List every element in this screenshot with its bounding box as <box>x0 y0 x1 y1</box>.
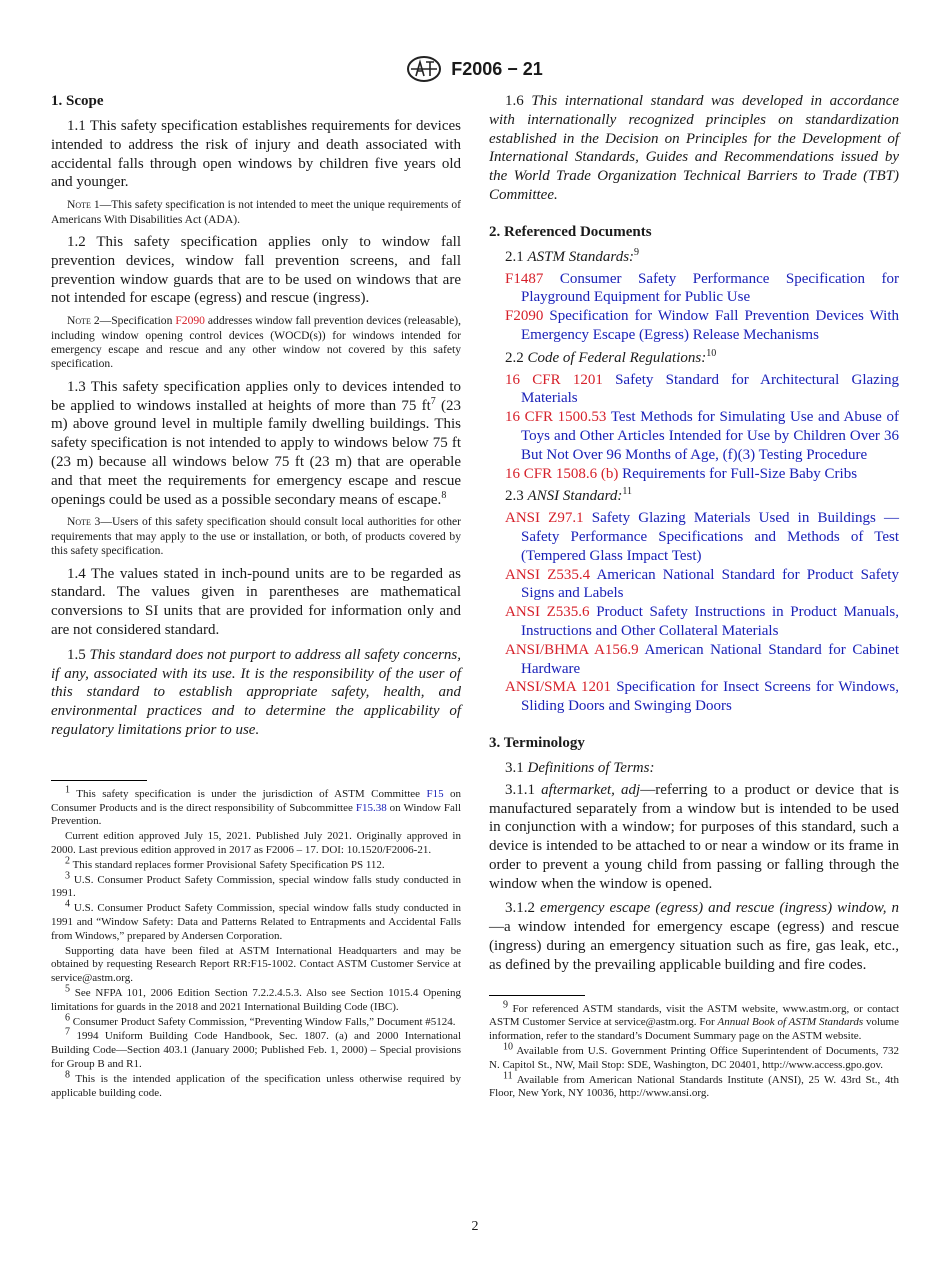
left-column <box>51 92 461 1101</box>
document-code-link[interactable]: ANSI/SMA 1201 <box>505 679 612 696</box>
cfr-label: 2.2 Code of Federal Regulations:$^{10}$ <box>505 347 717 366</box>
f15-link[interactable]: F15 <box>426 787 444 800</box>
document-title-link[interactable]: American National Standard for Cabinet Hardware <box>521 641 899 677</box>
footnote-10: $^{10}$ Available from U.S. Government Printing Office Superintendent of Documents, 732 N. Capitol St., NW, Mail Stop: SDE, Washington, DC 20401, http://www.access.gpo.gov. <box>489 1041 899 1071</box>
footnote-1: $^1$ This safety specification is under the jurisdiction of ASTM Committee F15 on Consumer Products and is the direct responsibility of Subcommittee F15.38 on Window Fall Prevention. <box>51 784 462 828</box>
astm-logo-icon <box>407 56 441 82</box>
paragraph-1-1: 1.1 This safety specification establishes requirements for devices intended to address the risk of injury and death associated with accidental falls through open windows by children five years old and younger. <box>51 118 461 191</box>
document-code-link[interactable]: 16 CFR 1508.6 (b) <box>505 465 619 482</box>
document-title-link[interactable]: Test Methods for Simulating Use and Abuse of Toys and Other Articles Intended for Use by Children Over 36 But Not Over 96 Months of Age, (f)(3) Testing Procedure <box>521 409 899 463</box>
page-header <box>0 56 950 86</box>
referenced-document-item <box>489 371 899 409</box>
document-title-link[interactable]: Specification for Window Fall Prevention Devices With Emergency Escape (Egress) Release Mechanisms <box>521 308 900 343</box>
term-aftermarket: 3.1.1 aftermarket, adj—referring to a product or device that is manufactured separately from a window but is intended to be used in conjunction with a window; for purposes of this standard, such a device is intended to be attached to or near a window or its frame in order to prevent a young child from passing or falling through the window when the window is opened. <box>489 781 900 892</box>
note-1 <box>51 198 461 227</box>
referenced-document-item <box>489 566 899 604</box>
paragraph-1-6: 1.6 This international standard was developed in accordance with internationally recognized principles on standardization established in the Decision on Principles for the Development of International Standards, Guides and Recommendations issued by the World Trade Organization Technical Barriers to Trade (TBT) Committee. <box>489 93 900 203</box>
note-text: addresses window fall prevention devices (releasable), including window opening control devices (WOCD(s)) for windows intended for emergency escape and rescue and any other window not covered by this safety specification. <box>51 314 461 371</box>
footnote-4-support: Supporting data have been filed at ASTM International Headquarters and may be obtained by requesting Research Report RR:F15-1002. Contact ASTM Customer Service at service@astm.org. <box>51 944 461 985</box>
document-code-link[interactable]: 16 CFR 1500.53 <box>505 409 607 426</box>
referenced-document-item <box>489 678 899 716</box>
note-text: —Users of this safety specification should consult local authorities for other requirements that may apply to the use or installation, or both, of products covered by this safety specification. <box>51 515 461 558</box>
footnote-1-edition: Current edition approved July 15, 2021. Published July 2021. Originally approved in 2000. Last previous edition approved in 2017 as F2006 – 17. DOI: 10.1520/F2006-21. <box>51 830 461 856</box>
document-title-link[interactable]: Requirements for Full-Size Baby Cribs <box>622 465 858 482</box>
footnote-5: $^5$ See NFPA 101, 2006 Edition Section 7.2.2.4.5.3. Also see Section 1015.4 Opening limitations for guards in the 2018 and 2021 International Building Code (IBC). <box>51 983 461 1013</box>
referenced-document-item <box>489 270 899 308</box>
footnote-11: $^{11}$ Available from American National Standards Institute (ANSI), 25 W. 43rd St., 4th Floor, New York, NY 10036, http://www.ansi.org. <box>489 1070 899 1100</box>
document-title-link[interactable]: Safety Standard for Architectural Glazing Materials <box>521 371 899 407</box>
cfr-list <box>489 371 899 484</box>
document-title-link[interactable]: Specification for Insect Screens for Windows, Sliding Doors and Swinging Doors <box>521 679 899 715</box>
footnote-7: $^7$ 1994 Uniform Building Code Handbook, Sec. 1807. (a) and 2000 International Building Code—Section 403.1 (January 2000; Published Feb. 1, 2000) – Special provisions for Group B and R1. <box>51 1026 461 1070</box>
document-title-link[interactable]: Consumer Safety Performance Specification for Playground Equipment for Public Use <box>521 270 899 306</box>
ansi-list <box>489 509 899 716</box>
referenced-document-item <box>489 465 899 484</box>
footnote-8: $^8$ This is the intended application of the specification unless otherwise required by applicable building code. <box>51 1069 461 1099</box>
scope-heading: 1. Scope <box>51 93 104 109</box>
note-label: Note 1 <box>67 198 100 212</box>
document-title-link[interactable]: Safety Glazing Materials Used in Buildings — Safety Performance Specifications and Methods of Test (Tempered Glass Impact Test) <box>521 510 899 564</box>
document-title-link[interactable]: Product Safety Instructions in Product Manuals, Instructions and Other Collateral Materials <box>521 604 900 639</box>
page-number: 2 <box>471 1219 479 1234</box>
document-code-link[interactable]: ANSI/BHMA A156.9 <box>505 641 639 658</box>
referenced-document-item <box>489 307 899 345</box>
term-emergency-window: 3.1.2 emergency escape (egress) and rescue (ingress) window, n—a window intended for emergency escape (egress) and rescue (ingress) during an emergency situation such as fire, gas leak, etc., as defined by the prevailing applicable building and fire codes. <box>489 900 899 973</box>
note-2 <box>51 314 461 372</box>
f15-38-link[interactable]: F15.38 <box>355 801 387 814</box>
note-text: —Specification <box>99 314 176 328</box>
footnote-4: $^4$ U.S. Consumer Product Safety Commission, special window falls study conducted in 1991 and “Window Safety: Data and Patterns Related to Entrapments and Accidental Falls from Windows,” prepared by Andersen Corporation. <box>51 898 462 942</box>
document-code-link[interactable]: F2090 <box>505 308 544 325</box>
footnote-2: $^2$ This standard replaces former Provisional Safety Specification PS 112. <box>65 855 385 871</box>
referenced-document-item <box>489 509 899 565</box>
document-title-link[interactable]: American National Standard for Product Safety Signs and Labels <box>521 566 899 602</box>
note-3 <box>51 515 461 558</box>
ansi-label: 2.3 ANSI Standard:$^{11}$ <box>505 486 632 505</box>
f2090-link[interactable]: F2090 <box>175 314 205 328</box>
definitions-label: 3.1 Definitions of Terms: <box>505 759 655 776</box>
paragraph-1-5: 1.5 This standard does not purport to address all safety concerns, if any, associated with its use. It is the responsibility of the user of this standard to establish appropriate safety, health, and environmental practices and to determine the applicability of regulatory limitations prior to use. <box>51 646 462 738</box>
document-code-link[interactable]: F1487 <box>505 270 544 287</box>
referenced-documents-heading: 2. Referenced Documents <box>489 223 652 240</box>
right-column <box>489 92 899 1102</box>
footnote-3: $^3$ U.S. Consumer Product Safety Commission, special window falls study conducted in 1991. <box>51 869 462 900</box>
referenced-document-item <box>489 641 899 679</box>
footnote-9: $^9$ For referenced ASTM standards, visit the ASTM website, www.astm.org, or contact ASTM Customer Service at service@astm.org. For Annual Book of ASTM Standards volume information, refer to the standard’s Document Summary page on the ASTM website. <box>489 999 899 1043</box>
paragraph-1-2: 1.2 This safety specification applies only to window fall prevention devices, window fall prevention screens, and fall prevention window guards that are to be used on windows that are not intended for escape (egress) and rescue (ingress). <box>51 234 461 307</box>
document-code-link[interactable]: ANSI Z97.1 <box>505 510 584 527</box>
document-designation: F2006 − 21 <box>451 58 543 79</box>
paragraph-1-3: 1.3 This safety specification applies only to devices intended to be applied to windows installed at heights of more than 75 $ft^7$ (23 m) above ground level in multiple family dwelling buildings. This safety specification is not intended to apply to windows below 75 ft (23 m) because all windows below 75 ft (23 m) that are operable and that meet the requirements for emergency escape and rescue openings could be used as a possible secondary means of escape.$^8$ <box>51 378 461 508</box>
note-label: Note 3 <box>67 515 101 529</box>
referenced-document-item <box>489 408 899 464</box>
footnote-divider <box>51 780 147 781</box>
note-text: —This safety specification is not intended to meet the unique requirements of Americans With Disabilities Act (ADA). <box>51 198 462 226</box>
note-label: Note 2 <box>67 314 100 328</box>
paragraph-1-4: 1.4 The values stated in inch-pound units are to be regarded as standard. The values given in parentheses are mathematical conversions to SI units that are provided for information only and are not considered standard. <box>51 565 461 638</box>
astm-standards-label: 2.1 ASTM Standards:$^9$ <box>505 246 640 265</box>
footnote-6: $^6$ Consumer Product Safety Commission, “Preventing Window Falls,” Document #5124. <box>65 1011 456 1028</box>
document-code-link[interactable]: 16 CFR 1201 <box>505 371 603 388</box>
footnote-ref: 8 <box>441 489 447 501</box>
footnote-ref: 7 <box>430 395 436 407</box>
document-code-link[interactable]: ANSI Z535.4 <box>505 566 591 583</box>
document-code-link[interactable]: ANSI Z535.6 <box>505 604 590 621</box>
referenced-document-item <box>489 603 899 641</box>
astm-list <box>489 270 899 345</box>
footnote-divider <box>489 995 585 996</box>
terminology-heading: 3. Terminology <box>489 734 585 751</box>
